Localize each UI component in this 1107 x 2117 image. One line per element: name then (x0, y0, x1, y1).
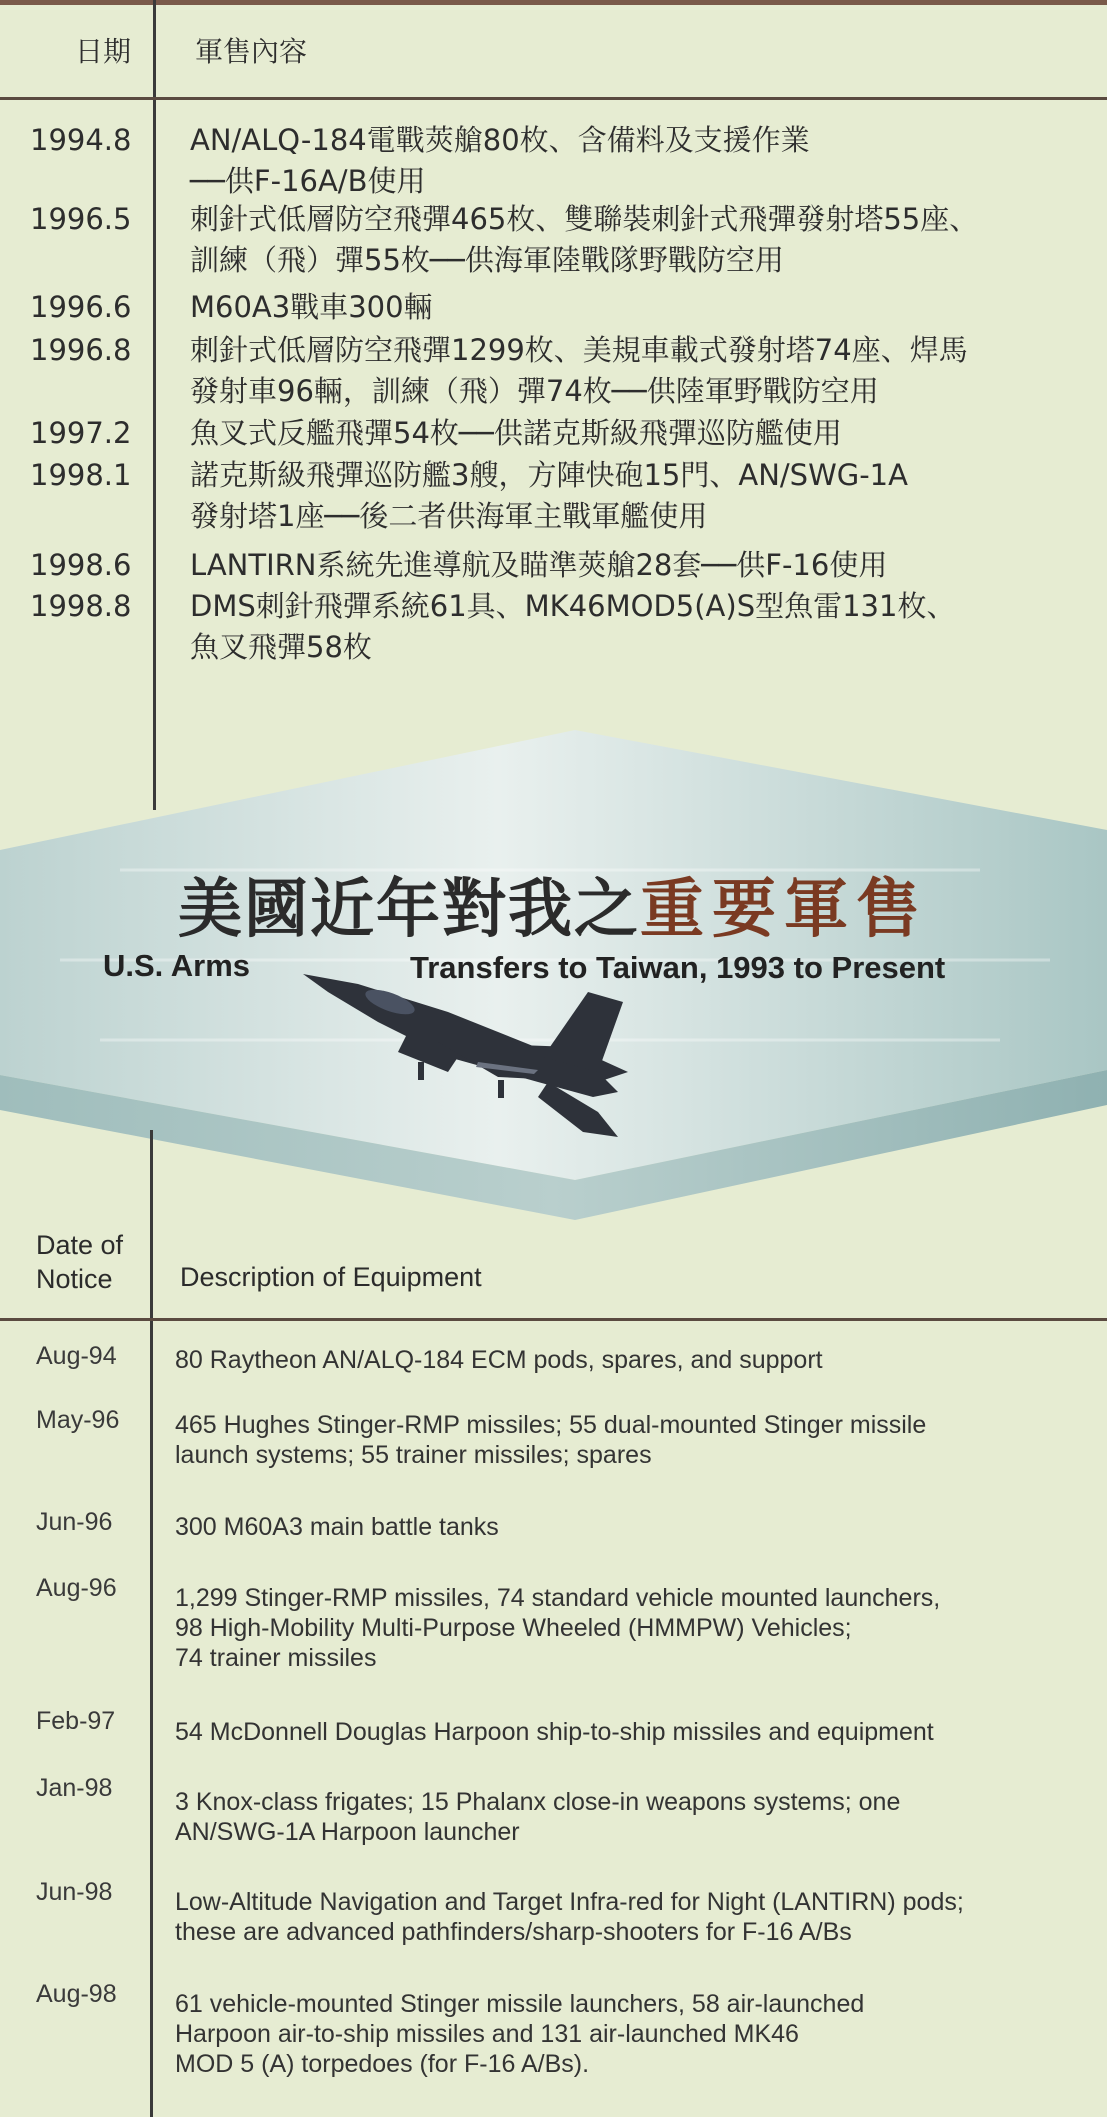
zh-row-desc (190, 287, 1090, 328)
zh-row-line: 發射車96輛，訓練（飛）彈74枚──供陸軍野戰防空用 (190, 374, 879, 408)
en-row-desc (175, 1787, 1095, 1847)
zh-row-date: 1998.6 (30, 548, 132, 582)
zh-row-desc (190, 586, 1090, 668)
en-row-date: Jun-96 (36, 1508, 113, 1536)
en-header-rule (0, 1318, 1107, 1321)
zh-row-date: 1997.2 (30, 416, 132, 450)
banner-title-zh-plain: 美國近年對我之 (178, 873, 640, 947)
zh-row-line: 諾克斯級飛彈巡防艦3艘，方陣快砲15門、AN/SWG-1A (190, 458, 908, 492)
en-header-date-line: Date of (36, 1230, 124, 1260)
en-header-date (36, 1228, 123, 1296)
en-column-divider (150, 1130, 153, 2117)
zh-row-line: DMS刺針飛彈系統61具、MK46MOD5(A)S型魚雷131枚、 (190, 589, 956, 623)
zh-row-line: 魚叉飛彈58枚 (190, 630, 372, 664)
en-row-line: 61 vehicle-mounted Stinger missile launchers, 58 air-launched (175, 1990, 865, 2018)
zh-row-line: 刺針式低層防空飛彈1299枚、美規車載式發射塔74座、焊馬 (190, 333, 968, 367)
banner-title-en-left: U.S. Arms (103, 948, 251, 983)
zh-row-date: 1998.1 (30, 458, 132, 492)
zh-row-desc (190, 455, 1090, 537)
en-row-desc (175, 1989, 1095, 2079)
zh-row-line: ──供F-16A/B使用 (190, 164, 426, 198)
en-row-date: Aug-98 (36, 1980, 117, 2008)
en-row-date: Jun-98 (36, 1878, 113, 1906)
en-row-line: 465 Hughes Stinger-RMP missiles; 55 dual-mounted Stinger missile (175, 1411, 927, 1439)
zh-row-desc (190, 120, 1090, 202)
en-row-line: 80 Raytheon AN/ALQ-184 ECM pods, spares, and support (175, 1346, 823, 1374)
en-row-line: launch systems; 55 trainer missiles; spares (175, 1441, 652, 1469)
zh-row-desc (190, 199, 1090, 281)
zh-row-date: 1998.8 (30, 589, 132, 623)
zh-row-date: 1994.8 (30, 123, 132, 157)
en-row-line: 3 Knox-class frigates; 15 Phalanx close-in weapons systems; one (175, 1788, 901, 1816)
en-row-line: these are advanced pathfinders/sharp-shooters for F-16 A/Bs (175, 1918, 852, 1946)
en-row-line: MOD 5 (A) torpedoes (for F-16 A/Bs). (175, 2050, 590, 2078)
zh-header-date: 日期 (75, 35, 132, 68)
zh-row-date: 1996.6 (30, 290, 132, 324)
en-row-line: 1,299 Stinger-RMP missiles, 74 standard vehicle mounted launchers, (175, 1584, 941, 1612)
en-row-desc (175, 1887, 1095, 1947)
zh-row-line: 發射塔1座──後二者供海軍主戰軍艦使用 (190, 499, 708, 533)
top-border (0, 0, 1107, 5)
fighter-jet-icon (298, 962, 658, 1162)
zh-row-date: 1996.8 (30, 333, 132, 367)
en-row-desc (175, 1583, 1095, 1673)
banner-title-zh (178, 858, 928, 950)
en-row-line: Harpoon air-to-ship missiles and 131 air-launched MK46 (175, 2020, 799, 2048)
zh-row-date: 1996.5 (30, 202, 132, 236)
en-row-date: Aug-94 (36, 1342, 117, 1370)
en-header-desc: Description of Equipment (180, 1262, 482, 1292)
zh-row-line: M60A3戰車300輛 (190, 290, 433, 324)
en-row-date: Feb-97 (36, 1707, 116, 1735)
zh-row-line: AN/ALQ-184電戰莢艙80枚、含備料及支援作業 (190, 123, 810, 157)
en-row-line: 300 M60A3 main battle tanks (175, 1513, 499, 1541)
zh-header-desc: 軍售內容 (195, 35, 308, 68)
zh-row-line: LANTIRN系統先進導航及瞄準莢艙28套──供F-16使用 (190, 548, 888, 582)
en-row-date: May-96 (36, 1406, 120, 1434)
en-row-line: 74 trainer missiles (175, 1644, 377, 1672)
en-row-line: 98 High-Mobility Multi-Purpose Wheeled (HMMPW) Vehicles; (175, 1614, 852, 1642)
zh-row-line: 魚叉式反艦飛彈54枚──供諾克斯級飛彈巡防艦使用 (190, 416, 842, 450)
en-header-date-line: Notice (36, 1264, 113, 1294)
banner-title-en-right: Transfers to Taiwan, 1993 to Present (410, 950, 946, 985)
en-row-line: 54 McDonnell Douglas Harpoon ship-to-ship missiles and equipment (175, 1718, 934, 1746)
en-row-desc (175, 1717, 1095, 1747)
zh-header-rule (0, 97, 1107, 100)
en-row-date: Aug-96 (36, 1574, 117, 1602)
zh-row-desc (190, 413, 1090, 454)
zh-row-desc (190, 330, 1090, 412)
zh-column-divider (153, 0, 156, 810)
banner-title-zh-accent: 重要軍售 (640, 872, 928, 947)
en-row-line: AN/SWG-1A Harpoon launcher (175, 1818, 520, 1846)
en-row-line: Low-Altitude Navigation and Target Infra-red for Night (LANTIRN) pods; (175, 1888, 964, 1916)
en-row-desc (175, 1410, 1095, 1470)
zh-row-line: 訓練（飛）彈55枚──供海軍陸戰隊野戰防空用 (190, 243, 784, 277)
en-row-desc (175, 1512, 1095, 1542)
zh-row-line: 刺針式低層防空飛彈465枚、雙聯裝刺針式飛彈發射塔55座、 (190, 202, 979, 236)
zh-row-desc (190, 545, 1090, 586)
en-row-date: Jan-98 (36, 1774, 113, 1802)
en-row-desc (175, 1345, 1095, 1375)
